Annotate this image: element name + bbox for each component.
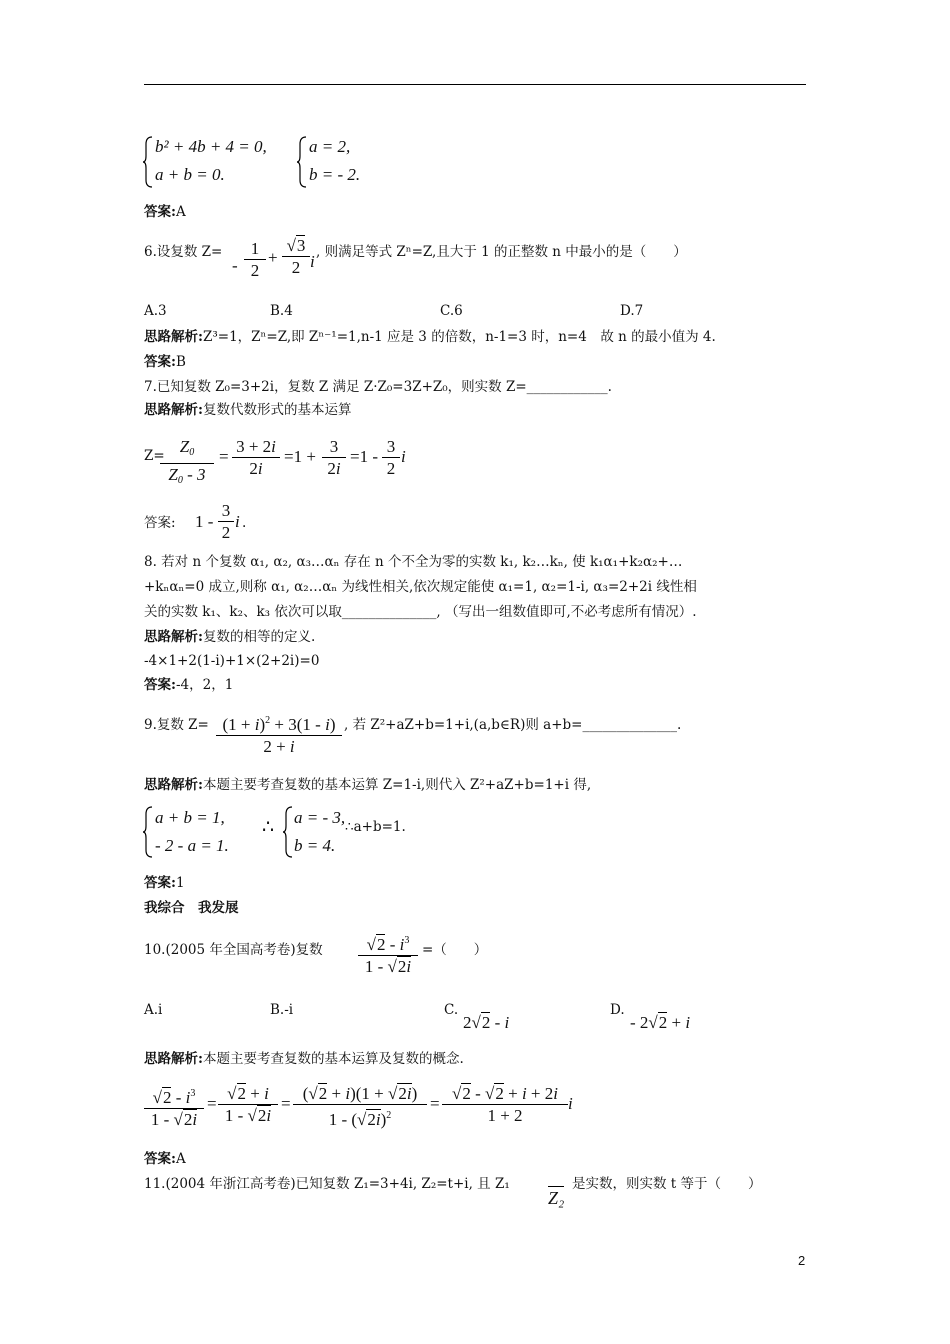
q8-line3: 关的实数 k₁、k₂、k₃ 依次可以取______________, （写出一组数值即可,不必考虑所有情况）. [144,604,697,620]
q10-option-a: A.i [144,1002,163,1018]
q7-frac1: $\frac{Z_0}{Z_0 - 3}$ [160,436,214,491]
q10-option-c-label: C. [444,1002,459,1018]
q6-answer: 答案:B [144,354,186,370]
top-eq2: a + b = 0. [155,165,225,184]
q9-suffix: , 若 Z²+aZ+b=1+i,(a,b∈R)则 a+b=______________. [344,717,682,733]
q9-answer: 答案:1 [144,875,185,891]
q6-frac-sqrt3: $\frac{√3}{2}$ [282,235,310,278]
q7-frac2: $\frac{3 + 2i}{2i}$ [232,436,280,479]
q7-text: 7.已知复数 Z₀=3+2i，复数 Z 满足 Z·Z₀=3Z+Z₀，则实数 Z=____________. [144,379,612,395]
q7-z-prefix: Z= [144,448,165,464]
q10-option-b: B.-i [270,1002,294,1018]
q9-sys2: - 2 - a = 1. [155,836,229,855]
q6-text-a: 6.设复数 Z= [144,244,223,260]
q7-answer-frac: $\frac{3}{2}$ [218,500,234,543]
q7-answer-expr: 1 - [195,512,214,531]
q6-plus: + [268,248,278,267]
q6-i: i [310,252,315,271]
q7-eq2: =1 + [284,447,316,466]
q11-z2: Z₂ [548,1188,565,1208]
q8-calc: -4×1+2(1-i)+1×(2+2i)=0 [144,653,320,669]
left-brace-icon [142,806,154,858]
q6-frac-half: $\frac{1}{2}$ [244,238,266,281]
left-brace-icon [142,136,154,188]
q9-therefore: ∴ [262,817,275,838]
q7-eq1: = [219,447,229,466]
q6-text-b: , 则满足等式 Zⁿ=Z,且大于 1 的正整数 n 中最小的是（ ） [316,244,687,260]
q7-answer-label: 答案: [144,515,176,531]
q8-analysis: 思路解析:复数的相等的定义. [144,629,316,645]
q9-result: ∴a+b=1. [345,819,406,835]
header-rule [144,84,806,85]
q10-analysis: 思路解析:本题主要考查复数的基本运算及复数的概念. [144,1051,464,1067]
top-sol2: b = - 2. [309,165,361,184]
q10-suffix: =（ ） [422,942,488,958]
q8-line2: +kₙαₙ=0 成立,则称 α₁, α₂…αₙ 为线性相关,依次规定能使 α₁=1, α₂=1-i, α₃=2+2i 线性相 [144,579,697,595]
q9-prefix: 9.复数 Z= [144,717,209,733]
q6-analysis: 思路解析:Z³=1，Zⁿ=Z,即 Zⁿ⁻¹=1,n-1 应是 3 的倍数，n-1=3 时，n=4 故 n 的最小值为 4. [144,329,716,345]
top-sol1: a = 2, [309,137,351,156]
answer-5: 答案:A [144,204,186,220]
left-brace-icon [282,806,294,858]
q6-minus: - [232,256,238,275]
q6-option-c: C.6 [440,303,463,319]
page-number: 2 [798,1253,806,1268]
q7-analysis: 思路解析:复数代数形式的基本运算 [144,402,352,418]
q6-option-a: A.3 [144,303,167,319]
q6-option-b: B.4 [270,303,293,319]
q9-sol2: b = 4. [294,836,336,855]
q6-option-d: D.7 [620,303,644,319]
top-eq1: b² + 4b + 4 = 0, [155,137,267,156]
section-title: 我综合 我发展 [144,900,239,916]
q9-sol1: a = - 3, [294,808,346,827]
q7-frac4: $\frac{3}{2}$ [382,436,400,479]
q10-fraction: $\frac{√2 - i^3}{1 - √2i}$ [358,930,418,977]
q10-prefix: 10.(2005 年全国高考卷)复数 [144,942,323,958]
q9-fraction: $\frac{(1 + i)^2 + 3(1 - i)}{2 + i}$ [216,710,342,757]
q10-answer: 答案:A [144,1151,186,1167]
q11-tail: 是实数，则实数 t 等于（ ） [572,1176,762,1192]
q11-text: 11.(2004 年浙江高考卷)已知复数 Z₁=3+4i, Z₂=t+i, 且 Z₁ [144,1176,510,1192]
q8-answer: 答案:-4，2，1 [144,677,234,693]
q7-answer-i: i [235,512,240,531]
q7-eq3: =1 - [350,447,378,466]
q9-sys1: a + b = 1, [155,808,225,827]
q8-line1: 8. 若对 n 个复数 α₁, α₂, α₃…αₙ 存在 n 个不全为零的实数 k₁, k₂…kₙ, 使 k₁α₁+k₂α₂+… [144,554,683,570]
q10-option-d-label: D. [610,1002,625,1018]
q7-answer-suffix: . [242,515,247,531]
q10-option-d-expr: - 2√2 + i [630,1013,691,1032]
q9-analysis: 思路解析:本题主要考查复数的基本运算 Z=1-i,则代入 Z²+aZ+b=1+i 得, [144,777,592,793]
q7-frac3: $\frac{3}{2i}$ [322,436,346,479]
q10-option-c-expr: 2√2 - i [463,1013,510,1032]
left-brace-icon [296,136,308,188]
q7-i: i [401,447,406,466]
